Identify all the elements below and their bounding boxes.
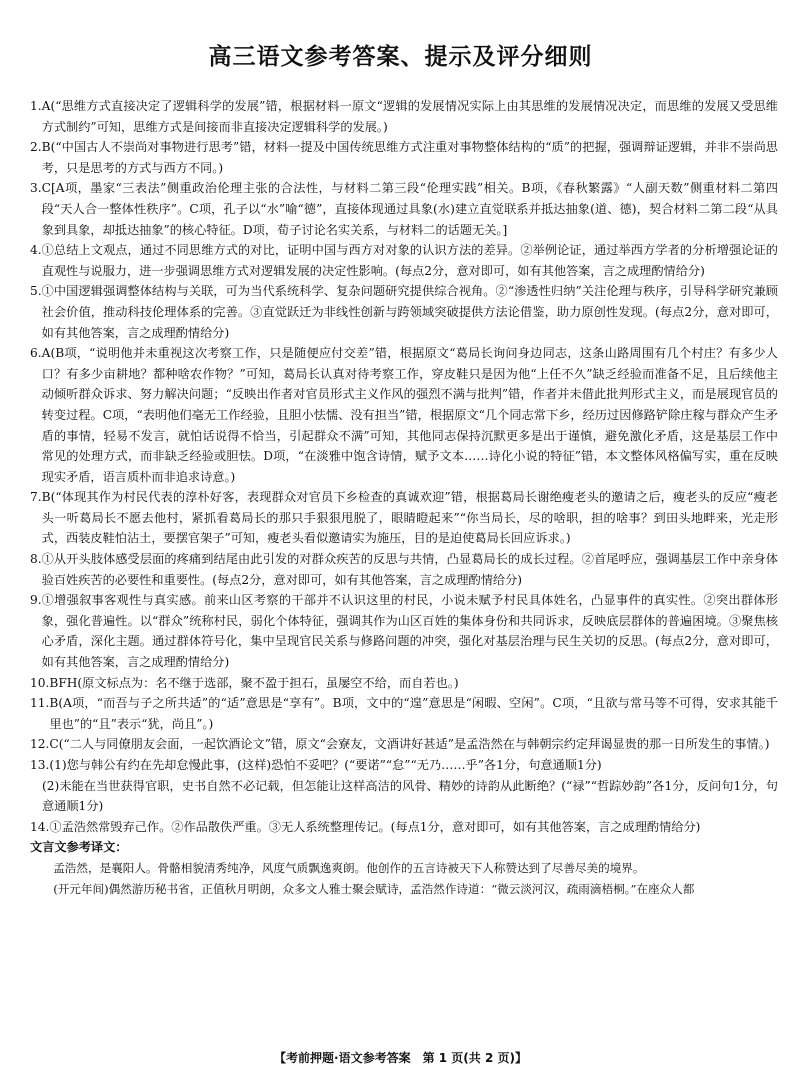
answer-number: 3. — [30, 181, 42, 196]
answer-number: 9. — [30, 593, 42, 608]
answer-text: C(“二人与同僚朋友会面，一起饮酒论文”错，原文“会寮友，文酒讲好甚适”是孟浩然在与韩朝宗约定拜谒显贵的那一日所发生的事情。) — [49, 737, 770, 752]
page-title: 高三语文参考答案、提示及评分细则 — [208, 44, 593, 70]
answer-item — [30, 240, 778, 281]
answer-number: 5. — [30, 284, 42, 299]
answer-text: BFH(原文标点为：名不继于选部，聚不盈于担石，虽屡空不给，而自若也。) — [49, 675, 459, 690]
answer-number: 11. — [30, 696, 50, 711]
answer-text: (2)未能在当世获得官职，史书自然不必记载，但怎能让这样高洁的风骨、精妙的诗韵从此断绝？(“禄”“哲踪妙韵”各1分，反问句1分，句意通顺1分) — [42, 778, 778, 814]
answer-number: 6. — [30, 346, 42, 361]
answer-item — [30, 817, 778, 838]
answer-text: ①从开头肢体感受层面的疼痛到结尾由此引发的对群众疾苦的反思与共情，凸显葛局长的成长过程。②首尾呼应，强调基层工作中亲身体验百姓疾苦的必要性和重要性。(每点2分，意对即可，如有其他答案，言之成理酌情给分) — [41, 552, 778, 587]
answer-item — [30, 137, 778, 178]
answer-list — [30, 96, 778, 899]
answer-item — [30, 549, 778, 590]
answer-text: B(A项，“而吾与子之所共适”的“适”意思是“享有”。B项，文中的“遑”意思是“闲暇、空闲”。C项，“且欲与常马等不可得，安求其能千里也”的“且”表示“犹，尚且”。) — [49, 696, 778, 731]
answer-number: 12. — [30, 737, 50, 752]
answer-text: B(“体现其作为村民代表的淳朴好客，表现群众对官员下乡检查的真诚欢迎”错，根据葛局长谢绝瘦老头的邀请之后，瘦老头的反应“瘦老头一听葛局长不愿去他村，紧抓看葛局长的那只手狠狠甩脱了，眼睛瞪起来”“你当局长，尽的啥职，担的啥事？到田头地畔来，光走形式，西装皮鞋怕沾土，要摆官架子”可知，瘦老头看似邀请实为施压，目的是迫使葛局长回应诉求。) — [41, 490, 778, 546]
answer-item — [30, 776, 778, 817]
answer-text: (1)您与韩公有约在先却怠慢此事，(这样)恐怕不妥吧？(“要诺”“怠”“无乃……乎”各1分，句意通顺1分) — [49, 758, 602, 772]
answer-number: 1. — [30, 99, 42, 113]
answer-number: 4. — [30, 243, 42, 258]
answer-item — [30, 96, 778, 137]
answer-number: 8. — [30, 552, 42, 567]
translation-paragraph: 孟浩然，是襄阳人。骨骼相貌清秀纯净，风度气质飘逸爽朗。他创作的五言诗被天下人称赞达到了尽善尽美的境界。 — [53, 860, 645, 875]
answer-number: 10. — [30, 675, 50, 690]
answer-number: 13. — [30, 758, 50, 772]
answer-number: 14. — [30, 819, 50, 834]
answer-text: C[A项，墨家“三表法”侧重政治伦理主张的合法性，与材料二第三段“伦理实践”相关。B项，《春秋繁露》“人副天数”侧重材料二第四段“天人合一整体性秩序”。C项，孔子以“水”喻“德”，直接体现通过具象(水)建立直觉联系并抵达抽象(道、德)，契合材料二第二段“从具象到具象，却抵达抽象”的核心特征。D项，荀子讨论名实关系，与材料二的话题无关。] — [41, 181, 778, 237]
answer-item — [30, 734, 778, 755]
answer-item — [30, 281, 778, 343]
answer-text: A(“思维方式直接决定了逻辑科学的发展”错，根据材料一原文“逻辑的发展情况实际上由其思维的发展情况决定，而思维的发展又受思维方式制约”可知，思维方式是间接而非直接决定逻辑科学的发展。) — [41, 99, 778, 134]
answer-item — [30, 590, 778, 672]
answer-number: 2. — [30, 140, 42, 155]
answer-text: ①增强叙事客观性与真实感。前来山区考察的干部并不认识这里的村民，小说未赋予村民具体姓名，凸显事件的真实性。②突出群体形象，强化普遍性。以“群众”统称村民，弱化个体特征，强调其作为山区百姓的集体身份和共同诉求，反映底层群体的普遍困境。③聚焦核心矛盾，深化主题。通过群体符号化，集中呈现官民关系与修路问题的冲突，强化对基层治理与民生关切的反思。(每点2分，意对即可，如有其他答案，言之成理酌情给分) — [41, 593, 778, 670]
answer-item — [30, 343, 778, 487]
answer-text: ①中国逻辑强调整体结构与关联，可为当代系统科学、复杂问题研究提供综合视角。②“渗透性归纳”关注伦理与秩序，引导科学研究兼顾社会价值，推动科技伦理体系的完善。③直觉跃迁为非线性创新与跨领域突破提供方法论借鉴，助力原创性发现。(每点2分，意对即可，如有其他答案，言之成理酌情给分) — [41, 284, 778, 340]
answer-text: A(B项，“说明他并未重视这次考察工作，只是随便应付交差”错，根据原文“葛局长询问身边同志，这条山路周围有几个村庄？有多少人口？有多少亩耕地？都种啥农作物？”可知，葛局长认真对待考察工作，穿皮鞋只是因为他“上任不久”缺乏经验而准备不足，且后续他主动倾听群众诉求、努力解决问题；“反映出作者对官员形式主义作风的强烈不满与批判”错，作者并未借此批判形式主义，而是展现官员的转变过程。C项，“表明他们毫无工作经验，且胆小怯懦、没有担当”错，根据原文“几个同志常下乡，经历过因修路铲除庄稼与群众产生矛盾的事情，轻易不发言，就怕话说得不恰当，引起群众不满”可知，其他同志保持沉默更多是出于谨慎，避免激化矛盾，这是基层工作中常见的处理方式，而非缺乏经验或胆怯。D项，“在淡雅中饱含诗情，赋予文本……诗化小说的特征”错，本文整体风格偏写实，重在反映现实矛盾，语言质朴而非追求诗意。) — [41, 346, 778, 484]
page-footer: 【考前押题·语文参考答案 第 1 页(共 2 页)】 — [274, 1051, 527, 1065]
answer-item — [30, 693, 778, 734]
answer-item — [30, 755, 778, 776]
answer-text: ①孟浩然常毁弃己作。②作品散佚严重。③无人系统整理传记。(每点1分，意对即可，如有其他答案，言之成理酌情给分) — [49, 819, 701, 834]
translation-paragraph: (开元年间)偶然游历秘书省，正值秋月明朗，众多文人雅士聚会赋诗，孟浩然作诗道：“微云淡河汉，疏雨滴梧桐。”在座众人都 — [53, 881, 695, 896]
answer-item — [30, 487, 778, 549]
answer-item — [30, 673, 778, 694]
answer-item — [30, 178, 778, 240]
answer-number: 7. — [30, 490, 42, 505]
answer-text: B(“中国古人不崇尚对事物进行思考”错，材料一提及中国传统思维方式注重对事物整体结构的“质”的把握，强调辩证逻辑，并非不崇尚思考，只是思考的方式与西方不同。) — [41, 140, 778, 175]
answer-text: ①总结上文观点，通过不同思维方式的对比，证明中国与西方对对象的认识方法的差异。②举例论证，通过举西方学者的分析增强论证的直观性与说服力，进一步强调思维方式对逻辑发展的决定性影响。(每点2分，意对即可，如有其他答案，言之成理酌情给分) — [41, 243, 778, 278]
translation-heading: 文言文参考译文： — [30, 840, 128, 855]
